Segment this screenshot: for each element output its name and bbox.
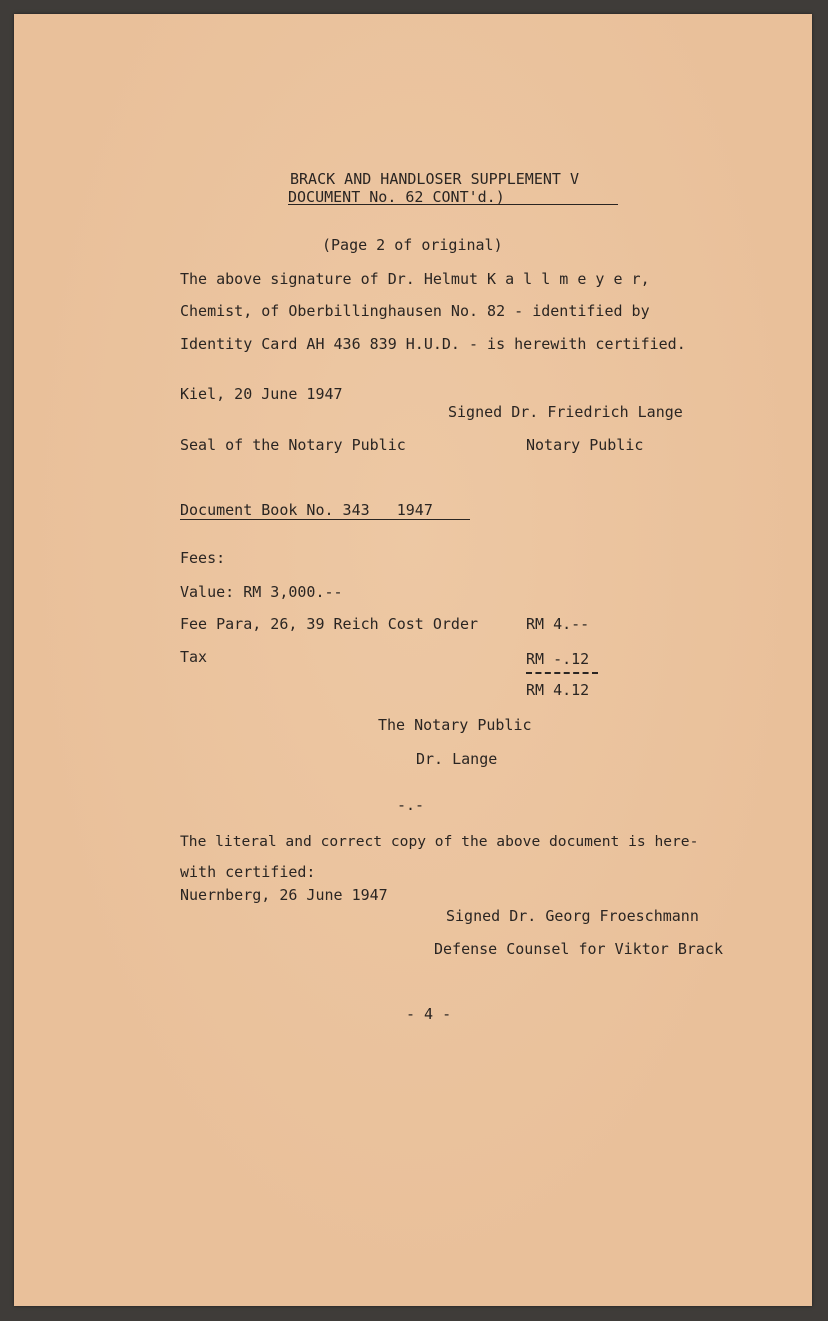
certification-line-2: Chemist, of Oberbillinghausen No. 82 - identified by	[180, 302, 650, 320]
notary-block-name: Dr. Lange	[416, 750, 498, 768]
copy-cert-place-date: Nuernberg, 26 June 1947	[180, 886, 388, 904]
counsel-signature: Signed Dr. Georg Froeschmann	[446, 907, 699, 925]
document-reference: DOCUMENT No. 62 CONT'd.)	[288, 188, 505, 206]
notary-signature: Signed Dr. Friedrich Lange	[448, 403, 683, 421]
notary-title: Notary Public	[526, 436, 644, 454]
total-rule	[526, 672, 598, 674]
fee-label: Fee Para, 26, 39 Reich Cost Order	[180, 615, 479, 633]
fees-value: Value: RM 3,000.--	[180, 583, 343, 601]
fees-label: Fees:	[180, 549, 226, 567]
certification-line-3: Identity Card AH 436 839 H.U.D. - is herewith certified.	[180, 335, 686, 353]
document-book-underline	[180, 519, 470, 520]
notary-block-title: The Notary Public	[378, 716, 532, 734]
separator: -.-	[397, 796, 425, 814]
notary-seal: Seal of the Notary Public	[180, 436, 406, 454]
copy-cert-line-2: with certified:	[180, 863, 316, 881]
certification-line-1: The above signature of Dr. Helmut K a l l m e y e r,	[180, 270, 650, 288]
tax-label: Tax	[180, 648, 208, 666]
counsel-role: Defense Counsel for Viktor Brack	[434, 940, 723, 958]
header-title: BRACK AND HANDLOSER SUPPLEMENT V	[290, 170, 579, 188]
page-note: (Page 2 of original)	[322, 236, 503, 254]
place-date: Kiel, 20 June 1947	[180, 385, 343, 403]
header-underline	[288, 204, 618, 205]
total-amount: RM 4.12	[526, 681, 590, 699]
page-number: - 4 -	[406, 1005, 452, 1023]
document-book: Document Book No. 343 1947	[180, 501, 433, 519]
tax-amount: RM -.12	[526, 650, 590, 668]
copy-cert-line-1: The literal and correct copy of the above document is here-	[180, 833, 699, 850]
document-page	[14, 14, 812, 1306]
fee-amount: RM 4.--	[526, 615, 590, 633]
